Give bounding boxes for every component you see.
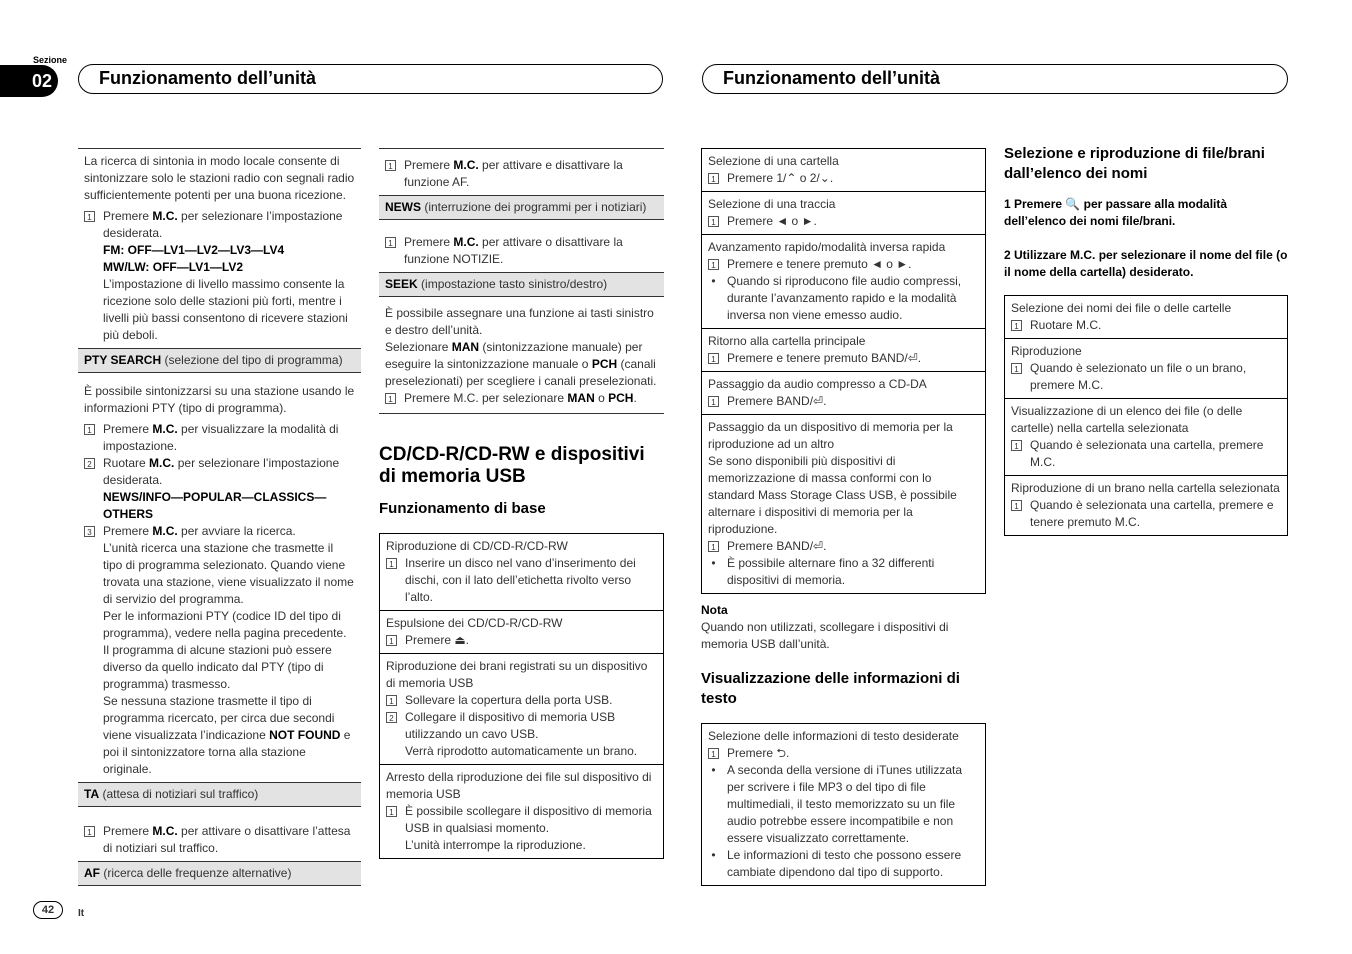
step-1: 1 Premere M.C. per attivare o disattivare l’attesa di notiziari sul traffico. <box>78 819 361 861</box>
local-seek-text: La ricerca di sintonia in modo locale consente di sintonizzare solo le stazioni radio con segnali radio sufficientemente potenti per una buona ricezione. <box>84 154 355 202</box>
table-row: Selezione delle informazioni di testo desiderate 1 Premere ⮌. • A seconda della versione di iTunes utilizzata per scrivere i file MP3 o del tipo di file multimediali, il testo memorizzato su un file audio potrebbe essere incompatibile e non essere visualizzato correttamente. • Le informazioni di testo che possono essere cambiate dipendono dal tipo di supporto. <box>708 729 963 879</box>
step-1-text: 1 Premere 🔍 per passare alla modalità dell’elenco dei nomi file/brani. <box>1004 197 1228 228</box>
section-label: Sezione <box>33 55 68 65</box>
file-list-table <box>1004 295 1288 536</box>
column-3 <box>701 148 986 886</box>
step-1: 1 Premere M.C. per selezionare MAN o PCH. <box>379 390 664 411</box>
note-label: Nota <box>701 603 728 617</box>
table-row: Arresto della riproduzione dei file sul dispositivo di memoria USB 1 È possibile scollegare il dispositivo di memoria USB in qualsiasi momento. L’unità interrompe la riproduzione. <box>386 770 652 852</box>
step-1: 1 Premere M.C. per attivare e disattivare la funzione AF. <box>379 153 664 195</box>
column-2 <box>379 148 664 859</box>
page-number: 42 <box>33 901 63 919</box>
basic-operation-heading: Funzionamento di base <box>379 500 546 517</box>
mw-levels: MW/LW: OFF—LV1—LV2 <box>103 260 243 274</box>
table-row: Ritorno alla cartella principale 1 Premere e tenere premuto BAND/⏎. <box>702 329 985 372</box>
language-code: It <box>78 908 85 919</box>
table-row: Riproduzione dei brani registrati su un dispositivo di memoria USB 1 Sollevare la copertura della porta USB. 2 Collegare il dispositivo di memoria USB utilizzando un cavo USB. Verrà riprodotto automaticamente un brano. <box>380 654 663 765</box>
table-row: Espulsione dei CD/CD-R/CD-RW 1 Premere ⏏. <box>380 611 663 654</box>
af-bar: AF (ricerca delle frequenze alternative) <box>78 861 361 886</box>
pty-text: È possibile sintonizzarsi su una stazione usando le informazioni PTY (tipo di programma). <box>84 384 355 415</box>
table-row: Selezione di una traccia 1 Premere ◄ o ►. <box>702 192 985 235</box>
step-1: 1 Premere M.C. per selezionare l’impostazione desiderata. FM: OFF—LV1—LV2—LV3—LV4 MW/LW: OFF—LV1—LV2 L’impostazione di livello massimo consente la ricezione solo delle stazioni più forti, mentre i livelli più bassi consentono di ricevere stazioni più deboli. <box>78 208 361 348</box>
step-1: 1 Premere M.C. per visualizzare la modalità di impostazione. <box>78 421 361 455</box>
step-3: 3 Premere M.C. per avviare la ricerca. L’unità ricerca una stazione che trasmette il tipo di programma selezionato. Quando viene trovata una stazione, viene visualizzato il nome di servizio del programma. Per le informazioni PTY (codice ID del tipo di programma), vedere nella pagina precedente. Il programma di alcune stazioni può essere diverso da quello indicato dal PTY (tipo di programma) trasmesso. Se nessuna stazione trasmette il tipo di programma ricercato, per circa due secondi viene visualizzata l’indicazione NOT FOUND e poi il sintonizzatore torna alla stazione originale. <box>78 523 361 782</box>
step-marker: 1 <box>84 211 95 222</box>
text-info-heading: Visualizzazione delle informazioni di testo <box>701 670 960 707</box>
seek-text-2: Selezionare MAN (sintonizzazione manuale) per eseguire la sintonizzazione manuale o PCH (canali preselezionati) per scegliere i canali preselezionati. <box>385 340 657 388</box>
ta-bar: TA (attesa di notiziari sul traffico) <box>78 782 361 807</box>
step-1: 1 Premere M.C. per attivare o disattivare la funzione NOTIZIE. <box>379 230 664 272</box>
table-row: Avanzamento rapido/modalità inversa rapida 1 Premere e tenere premuto ◄ o ►. • Quando si riproducono file audio compressi, durante l’avanzamento rapido e la modalità inversa non viene emesso audio. <box>702 235 985 329</box>
file-list-heading: Selezione e riproduzione di file/brani dall’elenco dei nomi <box>1004 145 1265 182</box>
note-text: Quando non utilizzati, scollegare i dispositivi di memoria USB dall’unità. <box>701 620 949 651</box>
step-2-text: 2 Utilizzare M.C. per selezionare il nome del file (o il nome della cartella) desiderato. <box>1004 248 1288 279</box>
table-row: Riproduzione 1 Quando è selezionato un file o un brano, premere M.C. <box>1005 339 1287 399</box>
step-2: 2 Ruotare M.C. per selezionare l’impostazione desiderata. NEWS/INFO—POPULAR—CLASSICS—OTHERS <box>78 455 361 523</box>
table-row: Riproduzione di un brano nella cartella selezionata 1 Quando è selezionata una cartella, premere e tenere premuto M.C. <box>1011 481 1280 529</box>
news-bar: NEWS (interruzione dei programmi per i notiziari) <box>379 195 664 220</box>
table-row: Selezione di una cartella 1 Premere 1/⌃ o 2/⌄. <box>702 149 985 192</box>
seek-text: È possibile assegnare una funzione ai tasti sinistro e destro dell’unità. <box>385 306 654 337</box>
table-row: Passaggio da audio compresso a CD-DA 1 Premere BAND/⏎. <box>702 372 985 415</box>
column-1 <box>78 148 361 886</box>
pty-search-bar: PTY SEARCH (selezione del tipo di programma) <box>78 348 361 373</box>
column-4 <box>1004 144 1288 536</box>
fm-levels: FM: OFF—LV1—LV2—LV3—LV4 <box>103 243 285 257</box>
section-number: 02 <box>0 65 58 97</box>
playback-table <box>701 148 986 594</box>
header-title-right: Funzionamento dell’unità <box>702 64 1288 94</box>
table-row: Visualizzazione di un elenco dei file (o delle cartelle) nella cartella selezionata 1 Quando è selezionata una cartella, premere M.C. <box>1005 399 1287 476</box>
cd-usb-heading: CD/CD-R/CD-RW e dispositivi di memoria USB <box>379 444 645 487</box>
header-title-left: Funzionamento dell’unità <box>78 64 663 94</box>
table-row: Selezione dei nomi dei file o delle cartelle 1 Ruotare M.C. <box>1005 296 1287 339</box>
table-row: Passaggio da un dispositivo di memoria per la riproduzione ad un altro Se sono disponibili più dispositivi di memorizzazione di massa conformi con lo standard Mass Storage Class USB, è possibile alternare i dispositivi di memoria per la riproduzione. 1 Premere BAND/⏎. • È possibile alternare fino a 32 differenti dispositivi di memoria. <box>708 420 957 587</box>
table-row: Riproduzione di CD/CD-R/CD-RW 1 Inserire un disco nel vano d’inserimento dei dischi, con il lato dell’etichetta rivolto verso l’alto. <box>380 534 663 611</box>
basic-operation-table <box>379 533 664 859</box>
seek-bar: SEEK (impostazione tasto sinistro/destro) <box>379 272 664 297</box>
text-info-table <box>701 723 986 886</box>
